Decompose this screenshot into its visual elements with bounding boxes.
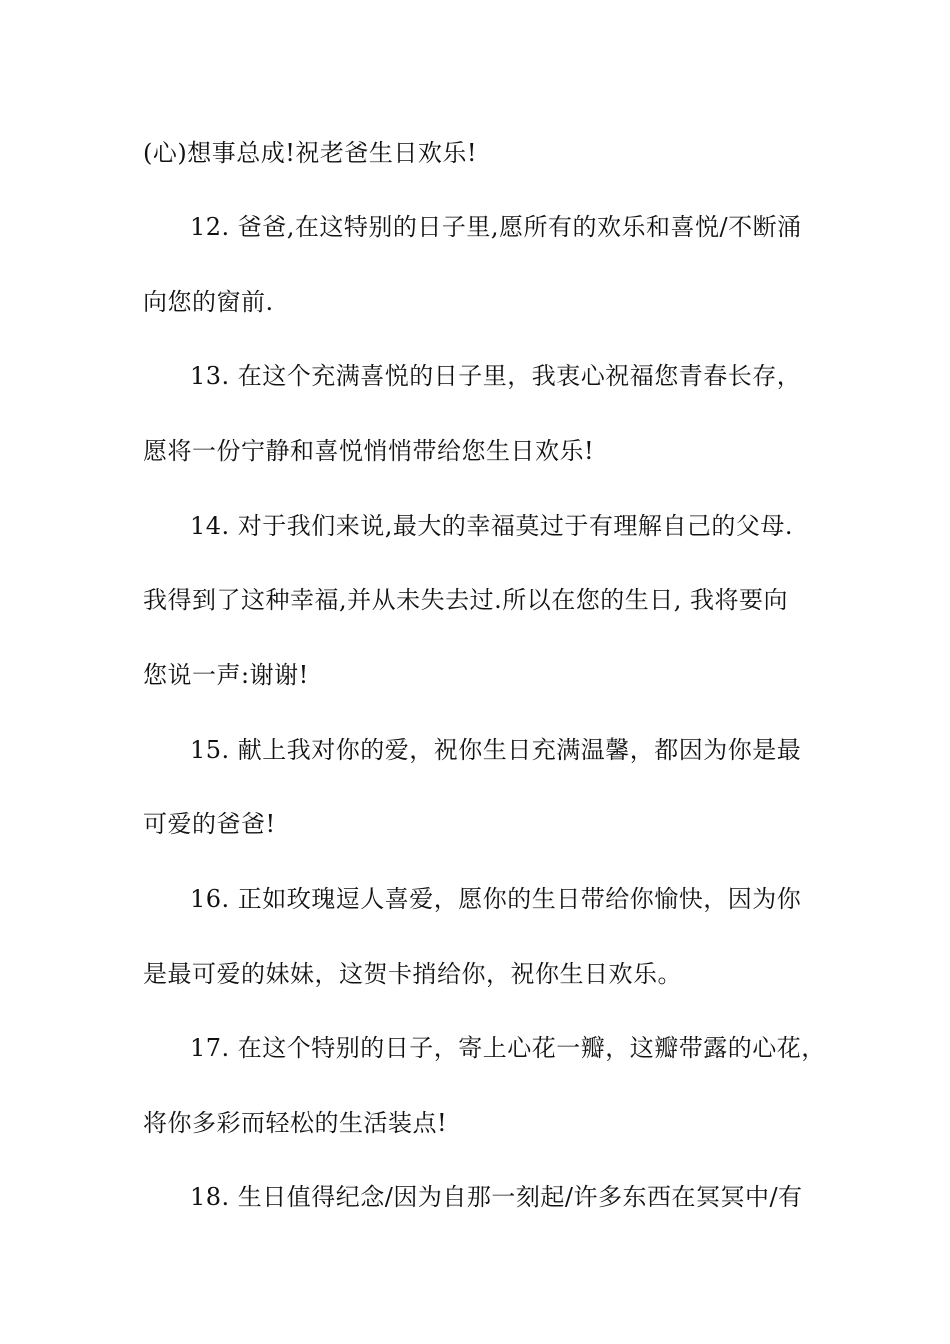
list-item-13-line-2: 愿将一份宁静和喜悦悄悄带给您生日欢乐! — [143, 437, 595, 465]
list-item-16-line-1: 16. 正如玫瑰逗人喜爱，愿你的生日带给你愉快，因为你 — [190, 885, 802, 913]
list-item-12-line-1: 12. 爸爸,在这特别的日子里,愿所有的欢乐和喜悦/不断涌 — [190, 213, 802, 241]
list-item-17-line-2: 将你多彩而轻松的生活装点! — [143, 1109, 448, 1137]
list-item-15-line-1: 15. 献上我对你的爱，祝你生日充满温馨，都因为你是最 — [190, 736, 802, 764]
list-item-14-line-2: 我得到了这种幸福,并从未失去过.所以在您的生日, 我将要向 — [143, 586, 789, 614]
list-item-16-line-2: 是最可爱的妹妹，这贺卡捎给你，祝你生日欢乐。 — [143, 960, 682, 988]
list-item-14-line-1: 14. 对于我们来说,最大的幸福莫过于有理解自己的父母. — [190, 512, 794, 540]
list-item-12-line-2: 向您的窗前. — [143, 288, 274, 316]
list-item-14-line-3: 您说一声:谢谢! — [143, 661, 309, 689]
text-line: (心)想事总成!祝老爸生日欢乐! — [143, 139, 478, 167]
list-item-15-line-2: 可爱的爸爸! — [143, 810, 276, 838]
list-item-13-line-1: 13. 在这个充满喜悦的日子里，我衷心祝福您青春长存， — [190, 362, 802, 390]
list-item-18-line-1: 18. 生日值得纪念/因为自那一刻起/许多东西在冥冥中/有 — [190, 1183, 803, 1211]
list-item-17-line-1: 17. 在这个特别的日子，寄上心花一瓣，这瓣带露的心花， — [190, 1034, 826, 1062]
